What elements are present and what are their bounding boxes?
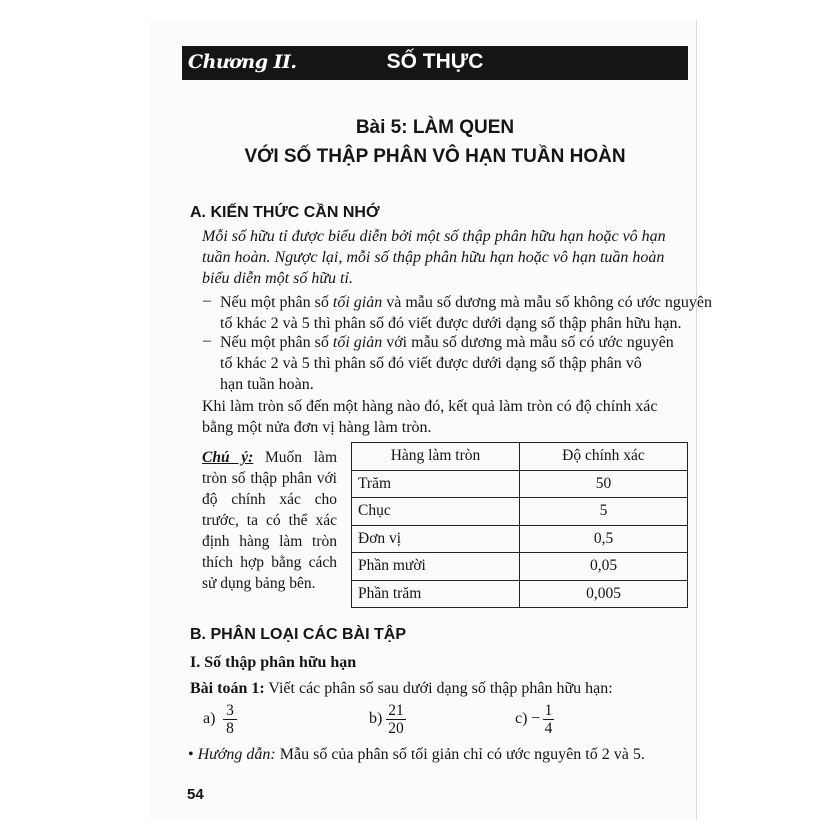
lesson-title-line1: Bài 5: LÀM QUEN: [355, 117, 515, 138]
bullet-2-line1: [220, 332, 674, 353]
fraction-c: [543, 702, 554, 737]
note-text: Muốn làm tròn số thập phân với độ chính xác cho trước, ta có thể xác định hàng làm tròn thích hợp bằng cách sử dụng bảng bên.: [202, 449, 337, 592]
table-row: [352, 498, 688, 526]
table-cell: 50: [520, 470, 688, 498]
bullet-1-line2: tố khác 2 và 5 thì phân số đó viết được dưới dạng số thập phân hữu hạn.: [220, 315, 682, 332]
section-b-heading: B. PHÂN LOẠI CÁC BÀI TẬP: [190, 626, 406, 643]
table-cell: 0,005: [520, 580, 688, 608]
rounding-line: bằng một nửa đơn vị hàng làm tròn.: [202, 419, 432, 436]
lesson-title-line2: VỚI SỐ THẬP PHÂN VÔ HẠN TUẦN HOÀN: [244, 146, 626, 167]
bullet-text: và mẫu số dương mà mẫu số không có ước nguyên: [382, 294, 712, 311]
bullet-emphasis: tối giản: [332, 334, 383, 351]
hint-label: Hướng dẫn:: [197, 746, 276, 763]
page-number: 54: [187, 786, 204, 803]
section-a-heading: A. KIẾN THỨC CẦN NHỚ: [190, 204, 380, 221]
hint-text: Mẫu số của phân số tối giản chỉ có ước nguyên tố 2 và 5.: [275, 746, 645, 763]
problem-text: Viết các phân số sau dưới dạng số thập phân hữu hạn:: [264, 680, 613, 697]
bullet-2-line2: tố khác 2 và 5 thì phân số đó viết được dưới dạng số thập phân vô: [220, 355, 642, 372]
bullet-text: với mẫu số dương mà mẫu số có ước nguyên: [382, 334, 674, 351]
intro-line: Mỗi số hữu tỉ được biểu diễn bởi một số thập phân hữu hạn hoặc vô hạn: [202, 228, 666, 245]
table-header: Hàng làm tròn: [352, 443, 520, 471]
bullet-1-line1: [220, 292, 712, 313]
numerator: 1: [544, 702, 553, 719]
table-header: Độ chính xác: [520, 443, 688, 471]
note-paragraph: [202, 447, 337, 594]
table-cell: 0,5: [520, 525, 688, 553]
table-cell: Trăm: [352, 470, 520, 498]
chapter-banner: [182, 46, 688, 80]
table-row: [352, 525, 688, 553]
fraction-b: [386, 702, 406, 737]
table-row: [352, 580, 688, 608]
bullet-text: Nếu một phân số: [220, 334, 333, 351]
rounding-line: Khi làm tròn số đến một hàng nào đó, kết quả làm tròn có độ chính xác: [202, 398, 658, 415]
option-c-label: c): [515, 710, 528, 727]
table-cell: 5: [520, 498, 688, 526]
numerator: 21: [388, 702, 404, 719]
bullet-text: Nếu một phân số: [220, 294, 333, 311]
denominator: 4: [544, 720, 553, 737]
option-b-label: b): [369, 710, 383, 727]
table-row: [352, 470, 688, 498]
subsection-heading: I. Số thập phân hữu hạn: [190, 654, 357, 671]
intro-line: tuần hoàn. Ngược lại, mỗi số thập phân hữu hạn hoặc vô hạn tuần hoàn: [202, 249, 665, 266]
table-cell: 0,05: [520, 553, 688, 581]
bullet-2-line3: hạn tuần hoàn.: [220, 376, 314, 393]
bullet-emphasis: tối giản: [332, 294, 383, 311]
denominator: 20: [386, 719, 406, 737]
note-label: Chú ý:: [202, 449, 254, 466]
problem-label: Bài toán 1:: [190, 680, 265, 697]
bullet-dash: –: [203, 292, 211, 309]
option-a-label: a): [203, 710, 216, 727]
chapter-title: SỐ THỰC: [386, 50, 484, 73]
chapter-label: Chương II.: [188, 51, 297, 73]
numerator: 3: [226, 702, 234, 719]
rounding-table: [351, 442, 688, 608]
table-cell: Phần mười: [352, 553, 520, 581]
option-c-sign: −: [531, 710, 541, 727]
table-header-row: [352, 443, 688, 471]
intro-line: biểu diễn một số hữu tỉ.: [202, 270, 353, 287]
denominator: 8: [223, 719, 237, 737]
table-row: [352, 553, 688, 581]
problem-statement: [190, 678, 613, 699]
bullet-dash: –: [203, 332, 211, 349]
table-cell: Đơn vị: [352, 525, 520, 553]
table-cell: Phần trăm: [352, 580, 520, 608]
bullet-icon: •: [188, 746, 194, 763]
table-cell: Chục: [352, 498, 520, 526]
fraction-a: [223, 702, 237, 737]
hint-line: [188, 744, 645, 765]
